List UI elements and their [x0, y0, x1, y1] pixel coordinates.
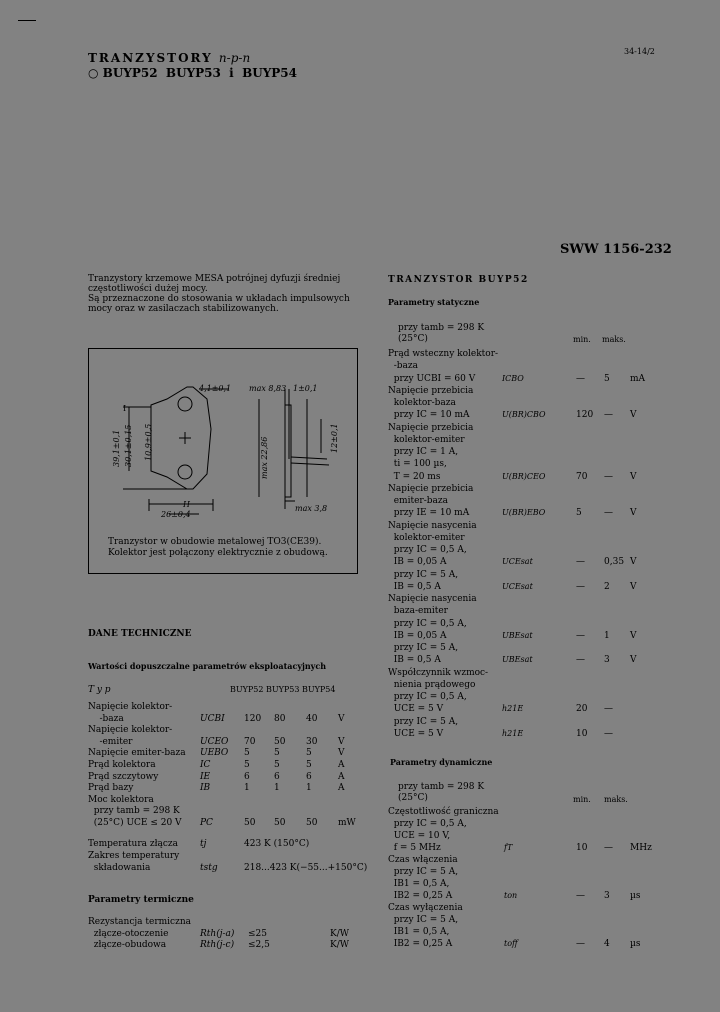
- value-buyp52: 5: [244, 748, 250, 759]
- limits-heading: Wartości dopuszczalne parametrów eksploatacyjnych: [88, 661, 327, 671]
- param-name: f = 5 MHz: [388, 843, 441, 853]
- dim-label: I: [123, 404, 127, 413]
- param-symbol: tstg: [200, 863, 218, 873]
- max-value: —: [604, 728, 613, 739]
- table-row: [388, 446, 688, 458]
- max-value: 4: [604, 939, 610, 949]
- table-row: [388, 654, 688, 666]
- table-row: [388, 483, 688, 495]
- intro-line: Są przeznaczone do stosowania w układach impulsowych: [88, 294, 350, 304]
- max-value: 1: [604, 630, 610, 641]
- max-value: 5: [604, 373, 610, 384]
- dynamic-heading: Parametry dynamiczne: [390, 757, 493, 767]
- table-row: [388, 818, 688, 830]
- table-row: [388, 532, 688, 544]
- table-row: [388, 360, 688, 372]
- param-symbol: UCEsat: [502, 557, 533, 567]
- table-row: [388, 385, 688, 397]
- table-row: [88, 748, 368, 760]
- min-value: —: [576, 630, 585, 641]
- value-buyp52: 6: [244, 771, 250, 782]
- table-row: [88, 862, 378, 874]
- param-name: Moc kolektora: [88, 794, 154, 805]
- param-name: przy IC = 1 A,: [388, 447, 459, 457]
- dim-label: 12±0,1: [330, 423, 339, 453]
- condition-line: przy tamb = 298 K: [398, 782, 485, 792]
- table-row: [388, 890, 688, 902]
- table-row: [88, 783, 368, 795]
- max-value: 3: [604, 891, 610, 901]
- value-buyp52: 1: [244, 783, 250, 794]
- table-row: [388, 569, 688, 581]
- param-symbol: U(BR)EBO: [502, 508, 546, 518]
- table-row: [388, 630, 688, 642]
- param-name: Czas włączenia: [388, 855, 458, 865]
- min-value: 20: [576, 704, 588, 715]
- param-name: Temperatura złącza: [88, 839, 179, 849]
- table-row: [88, 917, 368, 929]
- dim-label: 39,1±0,1: [112, 429, 121, 467]
- dim-label: 26±0,4: [161, 510, 191, 519]
- max-value: —: [604, 410, 613, 421]
- value-buyp53: 50: [274, 736, 286, 747]
- limits-table: [88, 702, 368, 830]
- max-value: —: [604, 471, 613, 482]
- dim-label: 30,1±0,15: [124, 424, 133, 467]
- param-name: (25°C) UCE ≤ 20 V: [88, 817, 182, 828]
- value-buyp54: 1: [306, 783, 312, 794]
- table-row: [88, 714, 368, 726]
- table-row: [388, 938, 688, 950]
- param-name: Czas wyłączenia: [388, 903, 463, 913]
- circle-mark: ○: [88, 66, 99, 80]
- param-name: IB2 = 0,25 A: [388, 891, 453, 901]
- value-buyp54: 30: [306, 736, 318, 747]
- table-row: [388, 593, 688, 605]
- param-name: IB = 0,05 A: [388, 557, 447, 568]
- param-symbol: U(BR)CBO: [502, 410, 546, 420]
- param-name: przy IC = 10 mA: [388, 410, 470, 421]
- value-buyp54: 40: [306, 713, 318, 724]
- table-row: [388, 373, 688, 385]
- table-row: [88, 818, 368, 830]
- param-name: przy tamb = 298 K: [88, 806, 180, 817]
- param-unit: V: [338, 713, 345, 724]
- param-name: Napięcie przebicia: [388, 422, 474, 433]
- param-unit: V: [630, 508, 637, 519]
- param-name: Rezystancja termiczna: [88, 917, 191, 927]
- max-value: 0,35: [604, 557, 625, 568]
- types-label: BUYP52 BUYP53 BUYP54: [230, 685, 336, 694]
- figure-caption: [108, 537, 328, 559]
- param-name: złącze-obudowa: [88, 940, 167, 950]
- value-buyp52: 120: [244, 713, 262, 724]
- param-symbol: Rth(j-a): [200, 928, 235, 939]
- typ-label: T y p: [88, 685, 111, 695]
- param-name: składowania: [88, 863, 151, 873]
- col-max: maks.: [602, 335, 626, 344]
- param-unit: A: [338, 771, 345, 782]
- param-unit: µs: [630, 939, 641, 949]
- param-name: przy IC = 5 A,: [388, 915, 459, 925]
- table-row: [88, 806, 368, 818]
- param-symbol: IC: [200, 759, 211, 770]
- table-row: [388, 926, 688, 938]
- param-symbol: h21E: [502, 704, 524, 714]
- value-buyp53: 6: [274, 771, 280, 782]
- param-unit: A: [338, 783, 345, 794]
- min-value: —: [576, 581, 585, 592]
- max-value: —: [604, 704, 613, 715]
- param-name: IB = 0,5 A: [388, 581, 441, 592]
- min-value: 10: [576, 843, 588, 853]
- param-value: ≤2,5: [248, 940, 270, 950]
- dim-label: H: [183, 500, 190, 509]
- param-unit: V: [630, 471, 637, 482]
- param-symbol: tj: [200, 839, 207, 849]
- table-row: [388, 691, 688, 703]
- param-name: przy IC = 0,5 A,: [388, 692, 467, 702]
- param-name: przy IC = 0,5 A,: [388, 819, 467, 829]
- param-unit: K/W: [330, 940, 350, 950]
- caption-line: Kolektor jest połączony elektrycznie z obudową.: [108, 548, 328, 558]
- dim-label: 4,1±0,1: [199, 384, 232, 393]
- param-name: IB = 0,5 A: [388, 655, 441, 666]
- param-name: emiter-baza: [388, 496, 448, 506]
- condition-line: (25°C): [398, 334, 428, 344]
- table-row: [88, 850, 378, 862]
- min-value: —: [576, 939, 585, 949]
- param-name: UCE = 5 V: [388, 704, 444, 715]
- intro-line: Tranzystory krzemowe MESA potrójnej dyfuzji średniej: [88, 274, 341, 284]
- param-name: IB2 = 0,25 A: [388, 939, 453, 949]
- dynamic-conditions: [398, 782, 484, 804]
- title-text: TRANZYSTORY: [88, 51, 213, 65]
- col-min: min.: [573, 335, 591, 344]
- dim-label: max 3,8: [295, 504, 328, 513]
- dim-label: 1±0,1: [293, 384, 318, 393]
- table-row: [388, 878, 688, 890]
- table-row: [388, 409, 688, 421]
- min-value: 70: [576, 471, 588, 482]
- table-row: [88, 940, 368, 952]
- param-name: kolektor-baza: [388, 398, 456, 408]
- max-value: 2: [604, 581, 610, 592]
- param-name: nienia prądowego: [388, 679, 476, 690]
- param-name: ti = 100 µs,: [388, 459, 447, 470]
- param-symbol: ton: [504, 891, 518, 900]
- param-unit: µs: [630, 891, 641, 901]
- min-value: —: [576, 891, 585, 901]
- param-unit: V: [338, 748, 345, 759]
- param-name: przy IC = 0,5 A,: [388, 618, 467, 629]
- param-unit: V: [630, 655, 637, 666]
- table-row: [88, 725, 368, 737]
- param-symbol: UEBO: [200, 748, 229, 759]
- param-unit: K/W: [330, 928, 350, 939]
- param-name: kolektor-emiter: [388, 434, 465, 445]
- param-unit: V: [630, 630, 637, 641]
- param-name: złącze-otoczenie: [88, 928, 169, 939]
- param-value: ≤25: [248, 928, 267, 939]
- table-row: [388, 914, 688, 926]
- min-value: 120: [576, 410, 594, 421]
- temperature-table: [88, 838, 378, 874]
- param-name: Zakres temperatury: [88, 851, 180, 861]
- param-symbol: h21E: [502, 728, 524, 738]
- param-value: 218...423 K(−55...+150°C): [244, 863, 368, 873]
- corner-mark: [18, 20, 36, 21]
- table-row: [388, 397, 688, 409]
- value-buyp52: 5: [244, 759, 250, 770]
- param-name: Napięcie nasycenia: [388, 520, 477, 531]
- thermal-heading: Parametry termiczne: [88, 895, 194, 905]
- min-value: 5: [576, 508, 582, 519]
- param-symbol: UCEO: [200, 736, 229, 747]
- table-row: [88, 702, 368, 714]
- param-symbol: UBEsat: [502, 630, 533, 640]
- value-buyp53: 5: [274, 748, 280, 759]
- table-row: [388, 642, 688, 654]
- table-row: [88, 772, 368, 784]
- table-row: [388, 544, 688, 556]
- page-ref: 34-14/2: [624, 47, 655, 56]
- value-buyp52: 70: [244, 736, 256, 747]
- dim-label: max 8,83: [249, 384, 287, 393]
- table-row: [388, 556, 688, 568]
- value-buyp52: 50: [244, 817, 256, 828]
- param-unit: V: [630, 581, 637, 592]
- param-unit: V: [338, 736, 345, 747]
- col-min: min.: [573, 795, 591, 804]
- param-symbol: IB: [200, 783, 211, 794]
- param-name: kolektor-emiter: [388, 532, 465, 543]
- dim-label: 10,9±0,5: [144, 423, 153, 461]
- intro-line: częstotliwości dużej mocy.: [88, 284, 208, 294]
- table-row: [388, 434, 688, 446]
- param-name: UCE = 5 V: [388, 728, 444, 739]
- param-name: -emiter: [88, 736, 133, 747]
- param-name: T = 20 ms: [388, 471, 441, 482]
- table-row: [388, 703, 688, 715]
- table-row: [388, 507, 688, 519]
- value-buyp53: 50: [274, 817, 286, 828]
- param-name: IB1 = 0,5 A,: [388, 927, 450, 937]
- table-row: [388, 495, 688, 507]
- param-name: przy IC = 5 A,: [388, 643, 459, 653]
- table-row: [388, 667, 688, 679]
- param-symbol: IE: [200, 771, 211, 782]
- dynamic-table: [388, 806, 688, 950]
- table-row: [388, 618, 688, 630]
- param-unit: MHz: [630, 843, 652, 853]
- param-name: UCE = 10 V,: [388, 831, 451, 841]
- param-unit: A: [338, 759, 345, 770]
- title-type: n-p-n: [218, 51, 251, 65]
- param-symbol: fT: [504, 843, 513, 852]
- param-unit: V: [630, 410, 637, 421]
- table-row: [388, 471, 688, 483]
- param-name: Napięcie nasycenia: [388, 594, 477, 604]
- param-name: -baza: [388, 361, 418, 372]
- thermal-table: [88, 917, 368, 952]
- param-name: Prąd kolektora: [88, 759, 156, 770]
- table-row: [388, 728, 688, 740]
- table-row: [88, 929, 368, 941]
- value-buyp54: 50: [306, 817, 318, 828]
- param-unit: mW: [338, 817, 356, 828]
- param-symbol: Rth(j-c): [200, 940, 235, 950]
- col-max: maks.: [604, 795, 628, 804]
- param-name: Napięcie emiter-baza: [88, 748, 186, 759]
- min-value: —: [576, 655, 585, 666]
- table-row: [388, 854, 688, 866]
- value-buyp53: 80: [274, 713, 286, 724]
- table-row: [388, 902, 688, 914]
- param-name: przy IC = 5 A,: [388, 867, 459, 877]
- param-name: Prąd szczytowy: [88, 771, 159, 782]
- param-name: Prąd wsteczny kolektor-: [388, 349, 499, 359]
- param-name: IB1 = 0,5 A,: [388, 879, 450, 889]
- sww-number: SWW 1156-232: [560, 242, 672, 257]
- param-unit: V: [630, 557, 637, 568]
- min-value: —: [576, 373, 585, 384]
- table-row: [88, 760, 368, 772]
- table-row: [388, 348, 688, 360]
- param-symbol: UCEsat: [502, 581, 533, 591]
- param-symbol: ICBO: [502, 373, 524, 383]
- param-name: -baza: [88, 713, 124, 724]
- table-row: [88, 737, 368, 749]
- table-row: [88, 838, 378, 850]
- param-name: IB = 0,05 A: [388, 630, 447, 641]
- param-symbol: UCBI: [200, 713, 225, 724]
- static-heading: Parametry statyczne: [388, 297, 480, 307]
- table-row: [388, 842, 688, 854]
- table-row: [388, 458, 688, 470]
- param-name: Współczynnik wzmoc-: [388, 667, 489, 678]
- param-name: przy UCBI = 60 V: [388, 373, 476, 384]
- value-buyp54: 6: [306, 771, 312, 782]
- param-name: Napięcie przebicia: [388, 385, 474, 396]
- static-conditions: [398, 323, 484, 345]
- static-table: [388, 348, 688, 740]
- min-value: —: [576, 557, 585, 568]
- caption-line: Tranzystor w obudowie metalowej TO3(CE39).: [108, 537, 322, 547]
- table-row: [388, 679, 688, 691]
- param-symbol: toff: [504, 939, 518, 948]
- param-name: Napięcie kolektor-: [88, 725, 173, 736]
- param-name: Napięcie przebicia: [388, 483, 474, 494]
- param-name: baza-emiter: [388, 606, 448, 617]
- value-buyp54: 5: [306, 759, 312, 770]
- right-heading: TRANZYSTOR BUYP52: [388, 275, 529, 285]
- param-symbol: U(BR)CEO: [502, 471, 546, 481]
- param-name: przy IC = 0,5 A,: [388, 545, 467, 555]
- value-buyp54: 5: [306, 748, 312, 759]
- param-name: Częstotliwość graniczna: [388, 807, 499, 817]
- models-text: BUYP52 BUYP53 i BUYP54: [102, 66, 297, 80]
- page-title: [88, 52, 250, 64]
- param-unit: mA: [630, 373, 646, 384]
- max-value: —: [604, 843, 613, 853]
- param-name: przy IC = 5 A,: [388, 569, 459, 580]
- value-buyp53: 1: [274, 783, 280, 794]
- param-symbol: PC: [200, 817, 213, 828]
- value-buyp53: 5: [274, 759, 280, 770]
- param-name: Prąd bazy: [88, 783, 134, 794]
- section-heading: DANE TECHNICZNE: [88, 629, 192, 639]
- intro-paragraph: [88, 274, 350, 314]
- param-name: Napięcie kolektor-: [88, 702, 173, 712]
- param-value: 423 K (150°C): [244, 839, 310, 849]
- model-list: [88, 67, 297, 79]
- table-row: [388, 716, 688, 728]
- intro-line: mocy oraz w zasilaczach stabilizowanych.: [88, 304, 279, 314]
- param-name: przy IC = 5 A,: [388, 716, 459, 727]
- condition-line: przy tamb = 298 K: [398, 323, 485, 333]
- table-row: [388, 866, 688, 878]
- table-row: [388, 581, 688, 593]
- max-value: 3: [604, 655, 610, 666]
- table-row: [388, 605, 688, 617]
- table-row: [388, 520, 688, 532]
- max-value: —: [604, 508, 613, 519]
- condition-line: (25°C): [398, 793, 428, 803]
- dim-label: max 22,86: [260, 436, 269, 479]
- min-value: 10: [576, 728, 588, 739]
- table-row: [388, 806, 688, 818]
- param-name: przy IE = 10 mA: [388, 508, 470, 519]
- table-row: [388, 830, 688, 842]
- table-row: [88, 795, 368, 807]
- table-row: [388, 422, 688, 434]
- param-symbol: UBEsat: [502, 655, 533, 665]
